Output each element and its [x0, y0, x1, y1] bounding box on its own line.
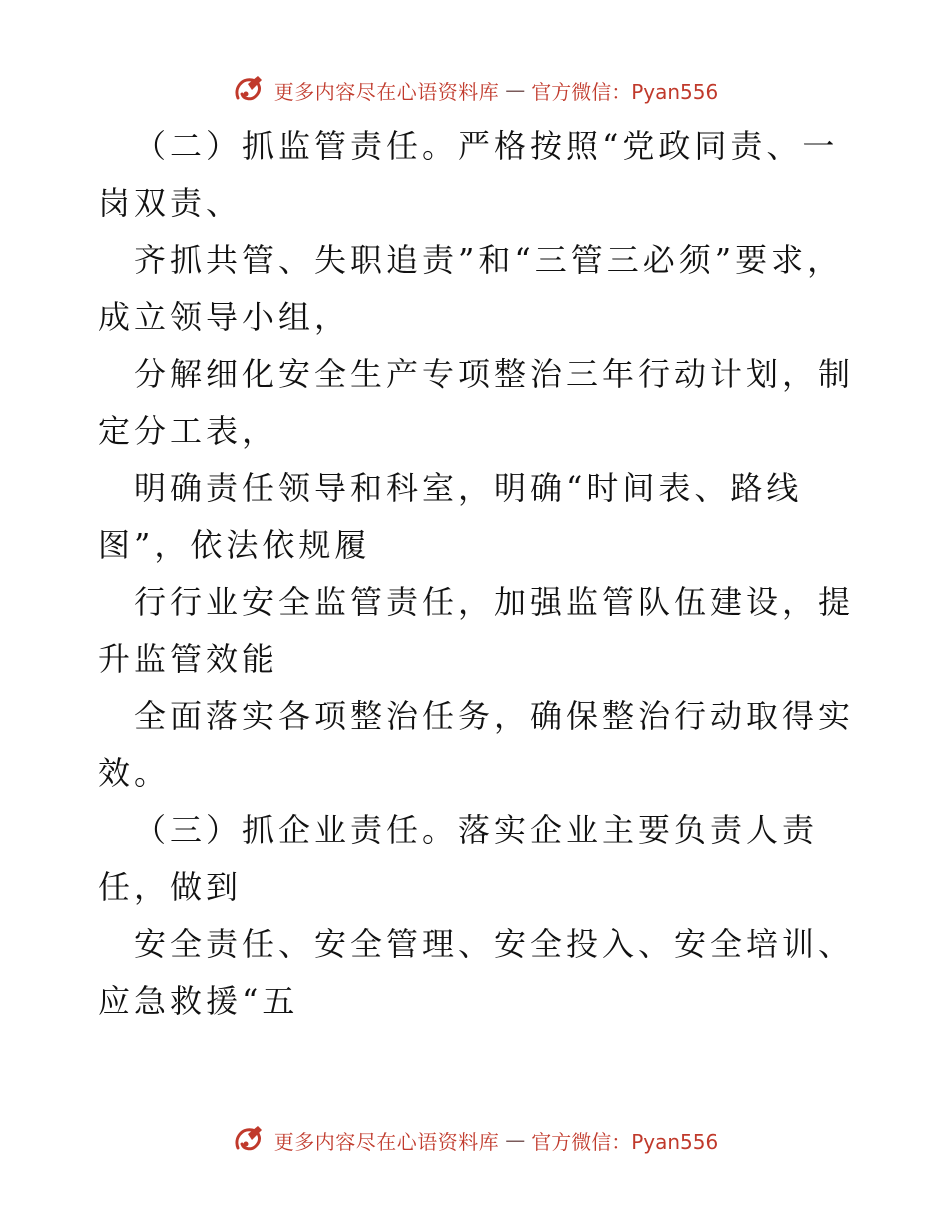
paragraph-5: 行行业安全监管责任，加强监管队伍建设，提升监管效能: [98, 583, 855, 678]
banner-site-text: 更多内容尽在心语资料库: [273, 1129, 500, 1154]
paragraph-4: 明确责任领导和科室，明确“时间表、路线图”，依法依规履: [98, 469, 803, 564]
banner-wechat-text: 官方微信：Pyan556: [531, 79, 719, 104]
paragraph-3: 分解细化安全生产专项整治三年行动计划，制定分工表，: [98, 355, 855, 450]
banner-wechat-text: 官方微信：Pyan556: [531, 1129, 719, 1154]
paragraph-6: 全面落实各项整治任务，确保整治行动取得实效。: [98, 697, 855, 792]
header-watermark-banner: [0, 70, 950, 110]
paragraph-7: （三）抓企业责任。落实企业主要负责人责任，做到: [98, 811, 819, 906]
pen-swirl-logo-icon: [232, 1122, 268, 1158]
footer-watermark-banner: [0, 1120, 950, 1160]
banner-separator: —: [505, 1128, 526, 1152]
banner-site-text: 更多内容尽在心语资料库: [273, 79, 500, 104]
banner-separator: —: [505, 78, 526, 102]
pen-swirl-logo-icon: [232, 72, 268, 108]
paragraph-1: （二）抓监管责任。严格按照“党政同责、一岗双责、: [98, 127, 839, 222]
paragraph-2: 齐抓共管、失职追责”和“三管三必须”要求，成立领导小组，: [98, 241, 844, 336]
paragraph-8: 安全责任、安全管理、安全投入、安全培训、应急救援“五: [98, 925, 855, 1020]
document-body: [98, 118, 858, 1030]
